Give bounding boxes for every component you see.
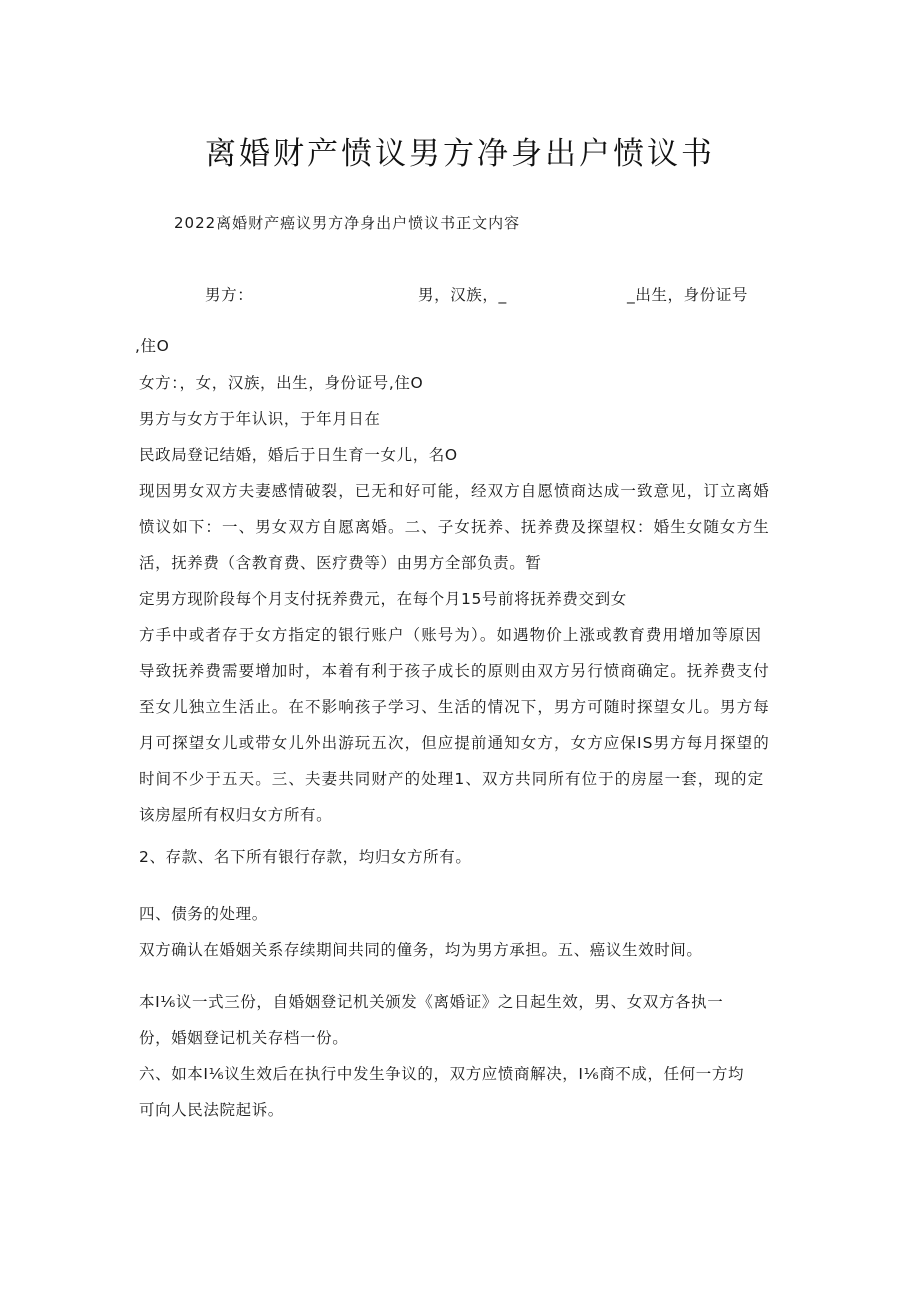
body-line: 该房屋所有权归女方所有。 <box>139 806 333 824</box>
body-line: 愤议如下：一、男女双方自愿离婚。二、子女抚养、抚养费及探望权：婚生女随女方生 <box>139 518 770 536</box>
body-line: 时间不少于五天。三、夫妻共同财产的处理1、双方共同所有位于的房屋一套，现的定 <box>139 770 765 788</box>
body-line: 导致抚养费需要增加时，本着有利于孩子成长的原则由双方另行愤商确定。抚养费支付 <box>139 662 770 680</box>
body-line: 现因男女双方夫妻感情破裂，已无和好可能，经双方自愿愤商达成一致意见，订立离婚 <box>139 482 770 500</box>
husband-birth-id: _出生，身份证号 <box>627 286 749 304</box>
body-line: 至女儿独立生活止。在不影响孩子学习、生活的情况下，男方可随时探望女儿。男方每 <box>139 698 770 716</box>
marriage-registration-line: 民政局登记结婚，婚后于日生育一女儿，名O <box>139 446 458 464</box>
husband-label: 男方： <box>205 286 254 304</box>
savings-clause: 2、存款、名下所有银行存款，均归女方所有。 <box>139 848 472 866</box>
debt-clause: 双方确认在婚姻关系存续期间共同的僮务，均为男方承担。五、癌议生效时间。 <box>139 941 703 959</box>
wife-info-line: 女方：，女，汉族，出生，身份证号,住O <box>139 374 424 392</box>
husband-ethnicity: 男，汉族，_ <box>418 286 507 304</box>
body-line: 月可探望女儿或带女儿外出游玩五次，但应提前通知女方，女方应保IS男方每月探望的 <box>139 734 770 752</box>
body-line: 定男方现阶段每个月支付抚养费元，在每个月15号前将抚养费交到女 <box>139 590 627 608</box>
dispute-clause-cont: 可向人民法院起诉。 <box>139 1101 284 1119</box>
debt-heading: 四、债务的处理。 <box>139 905 268 923</box>
dispute-clause: 六、如本I⅙议生效后在执行中发生争议的，双方应愤商解决，I⅙商不成，任何一方均 <box>139 1065 745 1083</box>
document-subtitle: 2022离婚财产癌议男方净身出户愤议书正文内容 <box>174 214 521 232</box>
copies-clause: 本I⅙议一式三份，自婚姻登记机关颁发《离婚证》之日起生效，男、女双方各执一 <box>139 993 724 1011</box>
body-line: 活，抚养费（含教育费、医疗费等）由男方全部负责。暂 <box>139 554 542 572</box>
document-title: 离婚财产愤议男方净身出户愤议书 <box>205 136 715 172</box>
copies-clause-cont: 份，婚姻登记机关存档一份。 <box>139 1029 349 1047</box>
body-line: 方手中或者存于女方指定的银行账户（账号为）。如遇物价上涨或教育费用增加等原因 <box>139 626 763 644</box>
husband-address-line: ,住O <box>135 337 170 355</box>
acquaintance-line: 男方与女方于年认识，于年月日在 <box>139 410 381 428</box>
